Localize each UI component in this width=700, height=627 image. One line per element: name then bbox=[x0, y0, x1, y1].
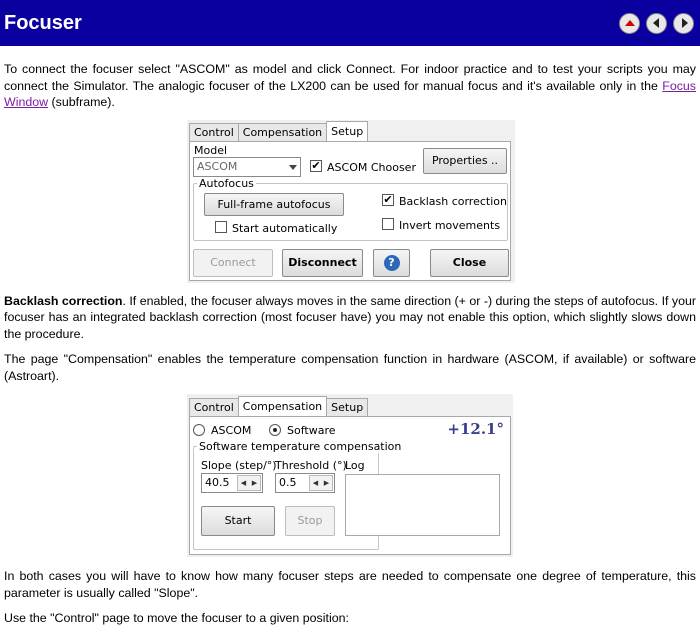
compensation-window bbox=[187, 394, 513, 557]
model-select[interactable] bbox=[193, 157, 301, 177]
software-radio-label: Software bbox=[287, 424, 336, 437]
backlash-correction-checkbox[interactable]: ✔ bbox=[383, 192, 393, 206]
autofocus-group-title: Autofocus bbox=[199, 176, 254, 190]
help-button[interactable] bbox=[373, 249, 410, 277]
left-arrow-icon: ◀ bbox=[312, 479, 319, 487]
page-title: Focuser bbox=[4, 11, 82, 34]
software-radio[interactable] bbox=[269, 424, 281, 436]
intro-text-end: (subframe). bbox=[48, 95, 115, 109]
model-value: ASCOM bbox=[197, 159, 238, 173]
slope-spinner[interactable] bbox=[237, 475, 261, 491]
start-button[interactable]: Start bbox=[201, 506, 275, 536]
software-compensation-title: Software temperature compensation bbox=[199, 440, 402, 453]
page-header bbox=[0, 0, 700, 46]
log-label: Log bbox=[345, 459, 365, 472]
compensation-tabs bbox=[189, 398, 367, 417]
ascom-radio-label: ASCOM bbox=[211, 424, 252, 437]
tab-compensation[interactable]: Compensation bbox=[238, 396, 327, 416]
intro-text: To connect the focuser select "ASCOM" as model and click Connect. For indoor practice and to test your scripts you may connect the Simulator. The analogic focuser of the LX200 can be used for manual focus and it's available only in the bbox=[4, 62, 696, 93]
question-icon: ? bbox=[384, 255, 400, 271]
backlash-term: Backlash correction bbox=[4, 293, 123, 308]
right-arrow-icon: ▶ bbox=[323, 479, 330, 487]
right-arrow-icon[interactable] bbox=[673, 13, 694, 34]
slope-paragraph: In both cases you will have to know how many focuser steps are needed to compensate one degree of temperature, this parameter is usually called "Slope". bbox=[4, 569, 696, 600]
left-arrow-icon: ◀ bbox=[240, 479, 247, 487]
threshold-value: 0.5 bbox=[279, 476, 297, 489]
compensation-pane bbox=[189, 416, 511, 555]
tab-setup[interactable]: Setup bbox=[326, 398, 368, 417]
nav-buttons bbox=[619, 13, 694, 34]
tab-compensation[interactable]: Compensation bbox=[238, 123, 327, 142]
focus-window-link[interactable]: Focus Window bbox=[4, 78, 696, 109]
backlash-text: . If enabled, the focuser always moves in the same direction (+ or -) during the steps of autofocus. If your focuser has an integrated backlash correction (most focuser have) you may not enable this option, which slightly slows down the procedure. bbox=[4, 293, 697, 341]
invert-movements-checkbox[interactable] bbox=[382, 218, 394, 230]
close-button[interactable]: Close bbox=[430, 249, 509, 277]
setup-window bbox=[187, 120, 515, 283]
setup-tabs bbox=[189, 123, 367, 142]
backlash-paragraph bbox=[4, 293, 696, 343]
backlash-correction-label: Backlash correction bbox=[399, 194, 507, 208]
threshold-label: Threshold (°) bbox=[275, 459, 347, 472]
slope-label: Slope (step/°) bbox=[201, 459, 277, 472]
left-arrow-icon[interactable] bbox=[646, 13, 667, 34]
invert-movements-label: Invert movements bbox=[399, 218, 501, 232]
tab-setup[interactable]: Setup bbox=[326, 121, 368, 141]
properties-button[interactable]: Properties .. bbox=[423, 148, 507, 174]
disconnect-button[interactable]: Disconnect bbox=[282, 249, 363, 277]
temperature-readout: +12.1° bbox=[447, 420, 504, 438]
ascom-chooser-label: ASCOM Chooser bbox=[327, 160, 416, 174]
threshold-spinner[interactable] bbox=[309, 475, 333, 491]
slope-value: 40.5 bbox=[205, 476, 230, 489]
tab-control[interactable]: Control bbox=[189, 123, 239, 142]
connect-button[interactable]: Connect bbox=[193, 249, 273, 277]
control-paragraph: Use the "Control" page to move the focuser to a given position: bbox=[4, 611, 349, 625]
model-label: Model bbox=[194, 143, 228, 157]
setup-pane bbox=[189, 141, 511, 281]
right-arrow-icon: ▶ bbox=[251, 479, 258, 487]
ascom-chooser-checkbox[interactable]: ✔ bbox=[311, 158, 321, 172]
intro-paragraph bbox=[4, 61, 696, 111]
ascom-radio[interactable] bbox=[193, 424, 205, 436]
start-automatically-label: Start automatically bbox=[232, 221, 338, 235]
chevron-down-icon bbox=[289, 165, 297, 170]
full-frame-autofocus-button[interactable]: Full-frame autofocus bbox=[204, 193, 344, 216]
log-box[interactable] bbox=[345, 474, 500, 536]
compensation-paragraph: The page "Compensation" enables the temperature compensation function in hardware (ASCOM, if available) or software (Astroart). bbox=[4, 352, 696, 383]
tab-control[interactable]: Control bbox=[189, 398, 239, 417]
up-arrow-icon[interactable] bbox=[619, 13, 640, 34]
start-automatically-checkbox[interactable] bbox=[215, 221, 227, 233]
stop-button[interactable]: Stop bbox=[285, 506, 335, 536]
